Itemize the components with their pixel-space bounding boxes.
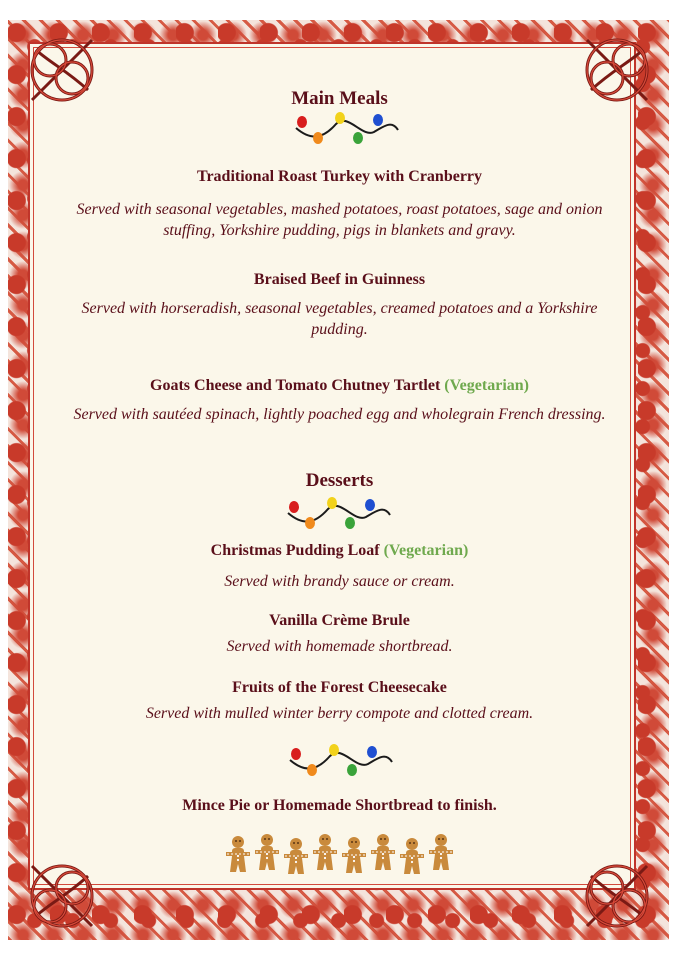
menu-item-title: Fruits of the Forest Cheesecake — [232, 679, 447, 696]
menu-item-title: Goats Cheese and Tomato Chutney Tartlet — [150, 377, 441, 394]
gingerbread-man-icon — [313, 834, 337, 870]
menu-item-title: Traditional Roast Turkey with Cranberry — [196, 168, 483, 185]
finish-text: Mince Pie or Homemade Shortbread to finish. — [182, 797, 497, 814]
christmas-lights-icon — [284, 495, 394, 531]
vegetarian-tag: (Vegetarian) — [383, 542, 469, 559]
menu-item-title-row — [0, 542, 679, 560]
gingerbread-man-icon — [342, 837, 366, 873]
menu-item-title-row — [0, 377, 679, 395]
menu-item-description: Served with horseradish, seasonal vegetables, creamed potatoes and a Yorkshire pudding. — [81, 300, 598, 338]
gingerbread-row — [224, 832, 456, 876]
menu-item-description: Served with mulled winter berry compote and clotted cream. — [145, 705, 534, 722]
gingerbread-man-icon — [400, 838, 424, 874]
main-meals-heading: Main Meals — [291, 88, 388, 109]
gingerbread-man-icon — [284, 838, 308, 874]
gingerbread-man-icon — [226, 836, 250, 872]
gingerbread-man-icon — [255, 834, 279, 870]
menu-item-description: Served with brandy sauce or cream. — [224, 573, 455, 590]
menu-item-title: Christmas Pudding Loaf — [210, 542, 380, 559]
menu-item-description: Served with homemade shortbread. — [226, 638, 453, 655]
menu-item-title: Vanilla Crème Brule — [269, 612, 410, 629]
christmas-lights-icon — [292, 110, 402, 146]
gingerbread-man-icon — [429, 834, 453, 870]
gingerbread-man-icon — [371, 834, 395, 870]
christmas-lights-icon — [286, 742, 396, 778]
menu-item-description: Served with sautéed spinach, lightly poached egg and wholegrain French dressing. — [73, 406, 606, 423]
celtic-knot-icon — [22, 856, 102, 936]
desserts-heading: Desserts — [305, 470, 374, 491]
vegetarian-tag: (Vegetarian) — [444, 377, 529, 394]
menu-item-title: Braised Beef in Guinness — [253, 271, 426, 288]
menu-item-description: Served with seasonal vegetables, mashed potatoes, roast potatoes, sage and onion stuffing, Yorkshire pudding, pigs in blankets and gravy. — [76, 201, 603, 239]
celtic-knot-icon — [577, 856, 657, 936]
